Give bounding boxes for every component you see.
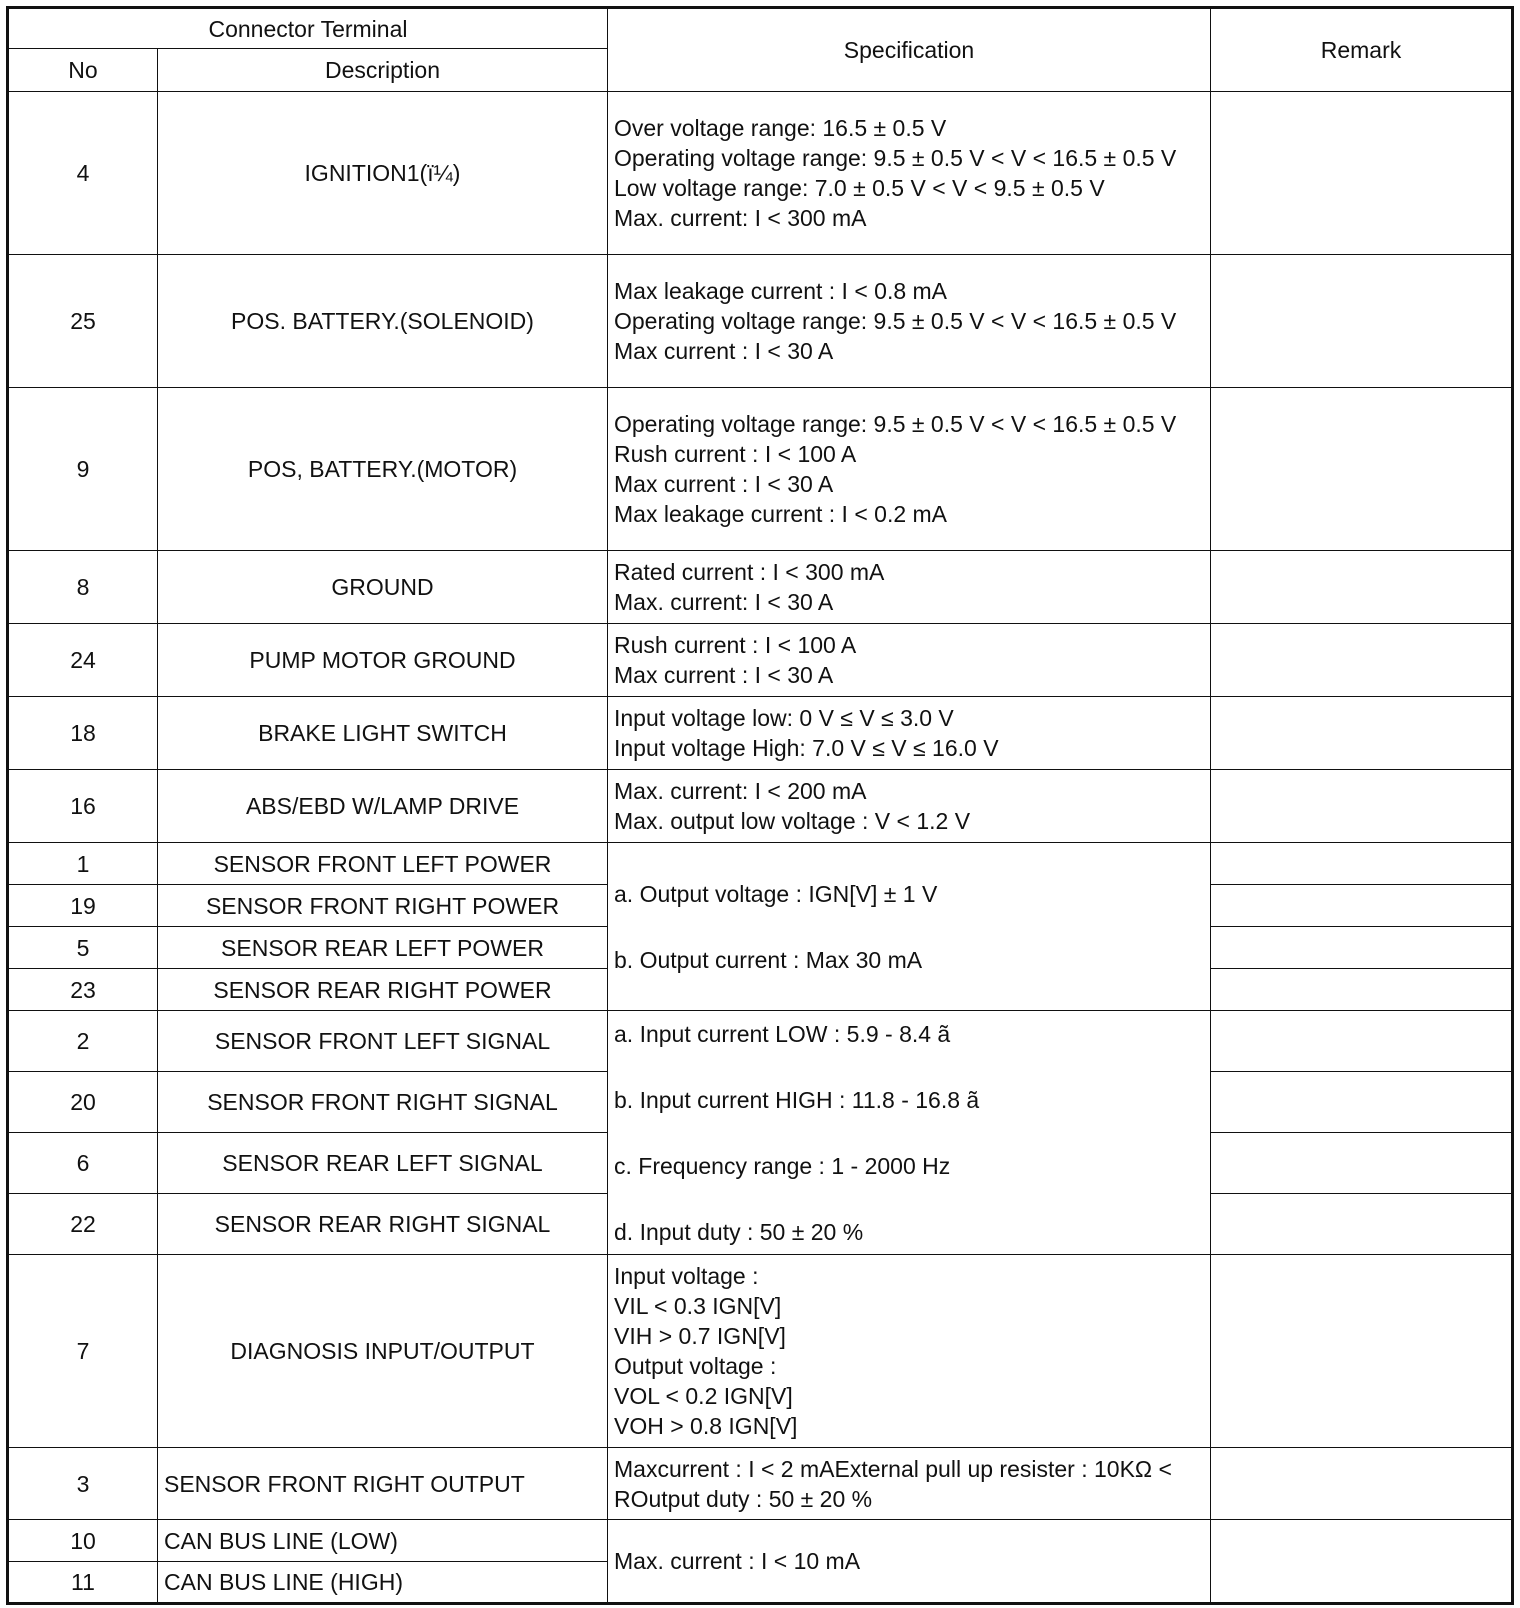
terminal-no: 2	[8, 1011, 158, 1072]
terminal-description: BRAKE LIGHT SWITCH	[158, 697, 608, 770]
terminal-no: 18	[8, 697, 158, 770]
terminal-no: 10	[8, 1520, 158, 1562]
terminal-remark	[1211, 927, 1513, 969]
terminal-specification: Max. current: I < 200 mA Max. output low voltage : V < 1.2 V	[608, 770, 1211, 843]
terminal-description: ABS/EBD W/LAMP DRIVE	[158, 770, 608, 843]
remark-header: Remark	[1211, 8, 1513, 92]
terminal-specification: Input voltage : VIL < 0.3 IGN[V] VIH > 0.7 IGN[V] Output voltage : VOL < 0.2 IGN[V] VOH > 0.8 IGN[V]	[608, 1255, 1211, 1448]
terminal-remark	[1211, 885, 1513, 927]
terminal-no: 5	[8, 927, 158, 969]
terminal-description: SENSOR FRONT LEFT SIGNAL	[158, 1011, 608, 1072]
terminal-specification: Operating voltage range: 9.5 ± 0.5 V < V < 16.5 ± 0.5 V Rush current : I < 100 A Max current : I < 30 A Max leakage current : I < 0.2 mA	[608, 388, 1211, 551]
terminal-description: CAN BUS LINE (LOW)	[158, 1520, 608, 1562]
terminal-remark	[1211, 624, 1513, 697]
terminal-specification: Rated current : I < 300 mA Max. current: I < 30 A	[608, 551, 1211, 624]
header-row	[8, 8, 1513, 49]
terminal-spec-table-wrapper	[6, 6, 1514, 1605]
terminal-remark	[1211, 1448, 1513, 1520]
terminal-remark	[1211, 770, 1513, 843]
terminal-remark	[1211, 1133, 1513, 1194]
terminal-remark	[1211, 1194, 1513, 1255]
terminal-specification: Over voltage range: 16.5 ± 0.5 V Operating voltage range: 9.5 ± 0.5 V < V < 16.5 ± 0.5 V Low voltage range: 7.0 ± 0.5 V < V < 9.5 ± 0.5 V Max. current: I < 300 mA	[608, 92, 1211, 255]
terminal-remark	[1211, 255, 1513, 388]
terminal-specification: Rush current : I < 100 A Max current : I < 30 A	[608, 624, 1211, 697]
sensor-power-specification	[608, 843, 1211, 1011]
terminal-no: 11	[8, 1562, 158, 1604]
terminal-description: GROUND	[158, 551, 608, 624]
table-row	[8, 770, 1513, 843]
terminal-no: 1	[8, 843, 158, 885]
terminal-no: 16	[8, 770, 158, 843]
terminal-no: 4	[8, 92, 158, 255]
terminal-specification: Input voltage low: 0 V ≤ V ≤ 3.0 V Input voltage High: 7.0 V ≤ V ≤ 16.0 V	[608, 697, 1211, 770]
terminal-description: DIAGNOSIS INPUT/OUTPUT	[158, 1255, 608, 1448]
terminal-description: SENSOR FRONT RIGHT POWER	[158, 885, 608, 927]
terminal-description: IGNITION1(ï¼)	[158, 92, 608, 255]
sensor-power-spec-b: b. Output current : Max 30 mA	[614, 946, 923, 973]
terminal-remark	[1211, 1520, 1513, 1604]
terminal-description: POS. BATTERY.(SOLENOID)	[158, 255, 608, 388]
terminal-no: 8	[8, 551, 158, 624]
terminal-no: 6	[8, 1133, 158, 1194]
terminal-remark	[1211, 697, 1513, 770]
table-row	[8, 624, 1513, 697]
terminal-remark	[1211, 1011, 1513, 1072]
terminal-specification: Maxcurrent : I < 2 mAExternal pull up resister : 10KΩ < ROutput duty : 50 ± 20 %	[608, 1448, 1211, 1520]
terminal-description: SENSOR REAR RIGHT SIGNAL	[158, 1194, 608, 1255]
terminal-description: SENSOR REAR RIGHT POWER	[158, 969, 608, 1011]
terminal-description: SENSOR REAR LEFT POWER	[158, 927, 608, 969]
table-row	[8, 255, 1513, 388]
sensor-power-spec-a: a. Output voltage : IGN[V] ± 1 V	[614, 880, 938, 907]
sensor-signal-spec-d: d. Input duty : 50 ± 20 %	[614, 1218, 864, 1245]
sensor-signal-spec-a: a. Input current LOW : 5.9 - 8.4 ã	[614, 1020, 951, 1047]
terminal-description: CAN BUS LINE (HIGH)	[158, 1562, 608, 1604]
can-bus-specification: Max. current : I < 10 mA	[608, 1520, 1211, 1604]
terminal-spec-table	[6, 6, 1514, 1605]
terminal-no: 9	[8, 388, 158, 551]
terminal-specification: Max leakage current : I < 0.8 mA Operating voltage range: 9.5 ± 0.5 V < V < 16.5 ± 0.5 V Max current : I < 30 A	[608, 255, 1211, 388]
no-header: No	[8, 49, 158, 92]
terminal-no: 23	[8, 969, 158, 1011]
terminal-remark	[1211, 551, 1513, 624]
specification-header: Specification	[608, 8, 1211, 92]
sensor-signal-specification	[608, 1011, 1211, 1255]
terminal-description: POS, BATTERY.(MOTOR)	[158, 388, 608, 551]
table-row	[8, 843, 1513, 885]
terminal-description: SENSOR FRONT RIGHT SIGNAL	[158, 1072, 608, 1133]
terminal-description: SENSOR FRONT RIGHT OUTPUT	[158, 1448, 608, 1520]
terminal-description: SENSOR REAR LEFT SIGNAL	[158, 1133, 608, 1194]
table-row	[8, 1011, 1513, 1072]
terminal-no: 19	[8, 885, 158, 927]
connector-terminal-header: Connector Terminal	[8, 8, 608, 49]
table-row	[8, 1448, 1513, 1520]
terminal-no: 24	[8, 624, 158, 697]
terminal-no: 3	[8, 1448, 158, 1520]
terminal-no: 25	[8, 255, 158, 388]
terminal-remark	[1211, 843, 1513, 885]
terminal-remark	[1211, 969, 1513, 1011]
table-row	[8, 551, 1513, 624]
table-row	[8, 92, 1513, 255]
table-row	[8, 1255, 1513, 1448]
description-header: Description	[158, 49, 608, 92]
sensor-signal-spec-c: c. Frequency range : 1 - 2000 Hz	[614, 1152, 951, 1179]
terminal-remark	[1211, 92, 1513, 255]
table-row	[8, 697, 1513, 770]
terminal-remark	[1211, 388, 1513, 551]
table-row	[8, 1520, 1513, 1562]
sensor-signal-spec-b: b. Input current HIGH : 11.8 - 16.8 ã	[614, 1086, 980, 1113]
terminal-no: 20	[8, 1072, 158, 1133]
terminal-no: 7	[8, 1255, 158, 1448]
terminal-description: PUMP MOTOR GROUND	[158, 624, 608, 697]
terminal-description: SENSOR FRONT LEFT POWER	[158, 843, 608, 885]
table-row	[8, 388, 1513, 551]
terminal-remark	[1211, 1255, 1513, 1448]
terminal-no: 22	[8, 1194, 158, 1255]
terminal-remark	[1211, 1072, 1513, 1133]
